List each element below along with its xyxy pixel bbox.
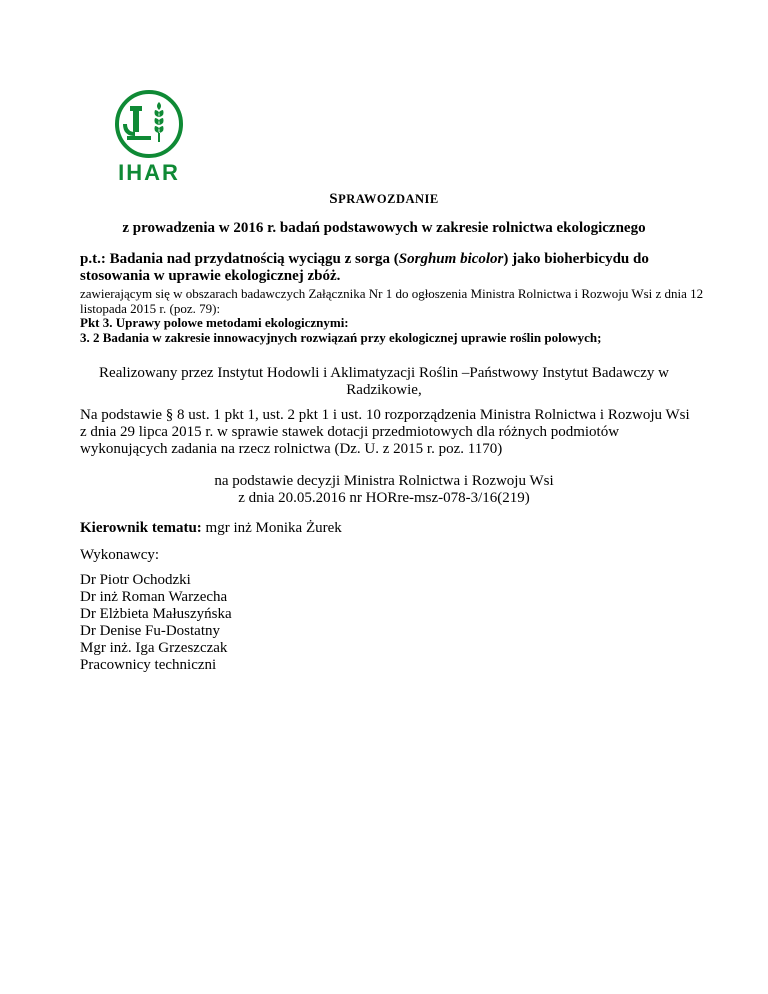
ihar-logo	[97, 88, 201, 184]
logo-text: IHAR	[118, 160, 180, 184]
leader-label: Kierownik tematu:	[80, 520, 202, 536]
project-leader	[80, 520, 342, 537]
research-area	[80, 287, 720, 345]
research-area-item: 3. 2 Badania w zakresie innowacyjnych rozwiązań przy ekologicznej uprawie roślin polowych;	[80, 329, 602, 345]
team-list	[80, 572, 232, 674]
study-title: p.t.: Badania nad przydatnością wyciągu z sorga (Sorghum bicolor) jako bioherbicydu do stosowania w uprawie ekologicznej zbóż.	[80, 251, 649, 284]
team-member: Dr Elżbieta Małuszyńska	[80, 606, 232, 622]
report-subtitle: z prowadzenia w 2016 r. badań podstawowych w zakresie rolnictwa ekologicznego	[122, 220, 646, 236]
report-heading: SPRAWOZDANIE	[329, 191, 439, 207]
team-member: Pracownicy techniczni	[80, 657, 217, 673]
microscope-icon	[123, 106, 151, 140]
legal-basis: Na podstawie § 8 ust. 1 pkt 1, ust. 2 pkt 1 i ust. 10 rozporządzenia Ministra Rolnictwa i Rozwoju Wsi z dnia 29 lipca 2015 r. w sprawie stawek dotacji przedmiotowych dla różnych podmiotów wykonujących zadania na rzecz rolnictwa (Dz. U. z 2015 r. poz. 1170)	[80, 407, 690, 457]
leader-name: mgr inż Monika Żurek	[201, 520, 342, 536]
decision-block	[80, 473, 688, 507]
team-member: Dr Denise Fu-Dostatny	[80, 623, 220, 639]
decision-line-2: z dnia 20.05.2016 nr HORre-msz-078-3/16(219)	[238, 490, 530, 506]
decision-line-1: na podstawie decyzji Ministra Rolnictwa i Rozwoju Wsi	[214, 473, 554, 489]
team-label: Wykonawcy:	[80, 547, 160, 563]
realized-by: Realizowany przez Instytut Hodowli i Aklimatyzacji Roślin –Państwowy Instytut Badawczy w Radzikowie,	[99, 365, 669, 398]
research-area-pkt: Pkt 3. Uprawy polowe metodami ekologicznymi:	[80, 315, 349, 330]
team-member: Mgr inż. Iga Grzeszczak	[80, 640, 228, 656]
wheat-icon	[155, 102, 164, 142]
research-area-text: zawierającym się w obszarach badawczych Załącznika Nr 1 do ogłoszenia Ministra Rolnictwa i Rozwoju Wsi z dnia 12 listopada 2015 r. (poz. 79):	[80, 286, 704, 316]
team-member: Dr Piotr Ochodzki	[80, 572, 191, 588]
team-member: Dr inż Roman Warzecha	[80, 589, 228, 605]
